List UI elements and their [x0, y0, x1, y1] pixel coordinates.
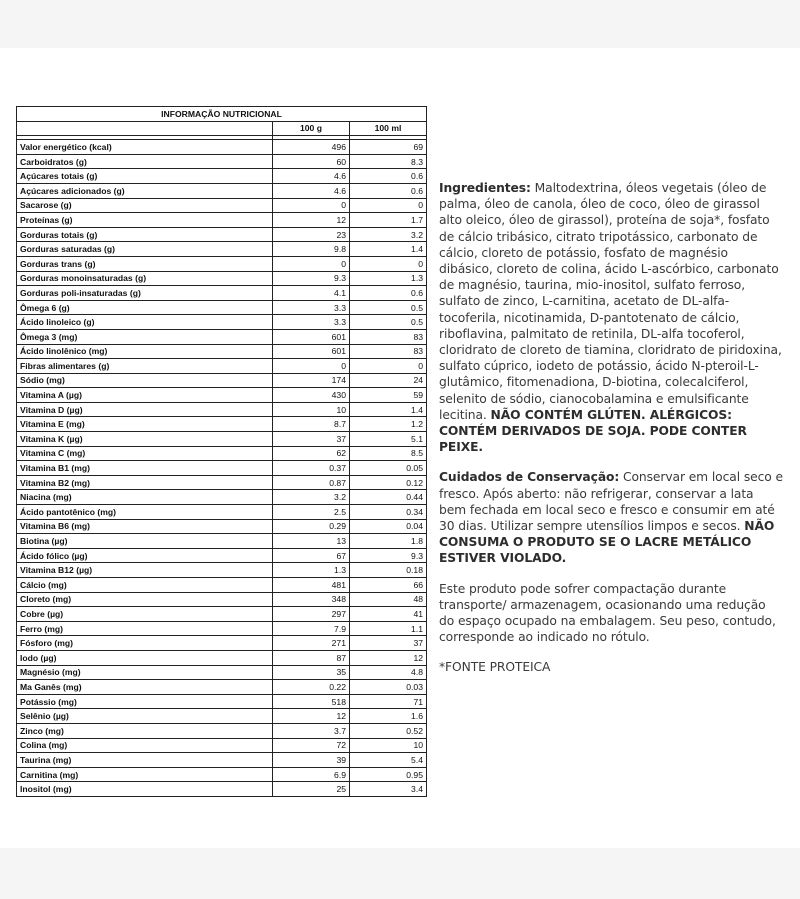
value-100g: 1.3	[273, 563, 350, 578]
header-100g: 100 g	[273, 121, 350, 136]
table-row	[17, 359, 427, 374]
value-100ml: 5.1	[350, 432, 427, 447]
allergen-warning: NÃO CONTÉM GLÚTEN. ALÉRGICOS: CONTÉM DERIVADOS DE SOJA. PODE CONTER PEIXE.	[439, 407, 747, 455]
nutrient-name: Biotina (µg)	[17, 534, 273, 549]
table-row	[17, 490, 427, 505]
nutrient-name: Potássio (mg)	[17, 694, 273, 709]
seal-warning: NÃO CONSUMA O PRODUTO SE O LACRE METÁLICO ESTIVER VIOLADO.	[439, 519, 775, 566]
nutrient-name: Vitamina B12 (µg)	[17, 563, 273, 578]
nutrient-name: Fibras alimentares (g)	[17, 359, 273, 374]
value-100ml: 37	[350, 636, 427, 651]
info-text-block	[439, 180, 784, 690]
value-100g: 12	[273, 709, 350, 724]
table-row	[17, 446, 427, 461]
table-row	[17, 621, 427, 636]
value-100g: 0	[273, 256, 350, 271]
nutrient-name: Cloreto (mg)	[17, 592, 273, 607]
value-100g: 37	[273, 432, 350, 447]
table-row	[17, 271, 427, 286]
value-100ml: 4.8	[350, 665, 427, 680]
table-row	[17, 140, 427, 155]
value-100g: 7.9	[273, 621, 350, 636]
table-row	[17, 534, 427, 549]
value-100ml: 3.2	[350, 227, 427, 242]
value-100ml: 83	[350, 344, 427, 359]
value-100ml: 0.6	[350, 183, 427, 198]
value-100ml: 12	[350, 650, 427, 665]
value-100g: 67	[273, 548, 350, 563]
value-100ml: 1.4	[350, 242, 427, 257]
value-100g: 0.37	[273, 461, 350, 476]
nutrient-name: Ácido linolênico (mg)	[17, 344, 273, 359]
nutrient-name: Vitamina B2 (mg)	[17, 475, 273, 490]
table-row	[17, 592, 427, 607]
value-100g: 3.7	[273, 723, 350, 738]
nutrient-name: Vitamina B6 (mg)	[17, 519, 273, 534]
nutrient-name: Cobre (µg)	[17, 607, 273, 622]
nutrient-name: Ácido linoleico (g)	[17, 315, 273, 330]
value-100g: 271	[273, 636, 350, 651]
nutrient-name: Gorduras saturadas (g)	[17, 242, 273, 257]
nutrient-name: Açúcares adicionados (g)	[17, 183, 273, 198]
value-100ml: 1.4	[350, 402, 427, 417]
value-100g: 3.3	[273, 300, 350, 315]
nutrient-name: Carboidratos (g)	[17, 154, 273, 169]
nutrient-name: Vitamina B1 (mg)	[17, 461, 273, 476]
value-100g: 3.2	[273, 490, 350, 505]
value-100ml: 1.3	[350, 271, 427, 286]
nutrient-name: Proteínas (g)	[17, 213, 273, 228]
value-100ml: 0.18	[350, 563, 427, 578]
value-100g: 348	[273, 592, 350, 607]
value-100ml: 8.3	[350, 154, 427, 169]
value-100g: 62	[273, 446, 350, 461]
value-100g: 25	[273, 782, 350, 797]
table-row	[17, 461, 427, 476]
table-row	[17, 286, 427, 301]
table-row	[17, 402, 427, 417]
value-100g: 496	[273, 140, 350, 155]
value-100ml: 0.03	[350, 680, 427, 695]
value-100g: 9.8	[273, 242, 350, 257]
nutrient-name: Ferro (mg)	[17, 621, 273, 636]
header-blank	[17, 121, 273, 136]
value-100ml: 0.95	[350, 767, 427, 782]
care-label: Cuidados de Conservação:	[439, 470, 620, 485]
table-row	[17, 723, 427, 738]
nutrition-rows	[17, 140, 427, 797]
value-100g: 297	[273, 607, 350, 622]
value-100ml: 0.5	[350, 315, 427, 330]
value-100g: 601	[273, 329, 350, 344]
value-100g: 430	[273, 388, 350, 403]
value-100ml: 10	[350, 738, 427, 753]
nutrient-name: Ômega 3 (mg)	[17, 329, 273, 344]
nutrient-name: Ma Ganês (mg)	[17, 680, 273, 695]
table-row	[17, 329, 427, 344]
table-row	[17, 607, 427, 622]
value-100g: 174	[273, 373, 350, 388]
table-row	[17, 563, 427, 578]
table-title-row	[17, 107, 427, 122]
nutrient-name: Vitamina C (mg)	[17, 446, 273, 461]
table-row	[17, 388, 427, 403]
table-row	[17, 519, 427, 534]
table-row	[17, 183, 427, 198]
nutrition-table	[16, 106, 427, 797]
table-row	[17, 373, 427, 388]
value-100ml: 0.6	[350, 286, 427, 301]
value-100g: 518	[273, 694, 350, 709]
value-100g: 0.87	[273, 475, 350, 490]
value-100ml: 0.34	[350, 505, 427, 520]
value-100g: 9.3	[273, 271, 350, 286]
nutrient-name: Fósforo (mg)	[17, 636, 273, 651]
value-100g: 23	[273, 227, 350, 242]
table-row	[17, 578, 427, 593]
value-100ml: 24	[350, 373, 427, 388]
nutrient-name: Vitamina A (µg)	[17, 388, 273, 403]
table-row	[17, 154, 427, 169]
value-100ml: 0	[350, 359, 427, 374]
value-100g: 13	[273, 534, 350, 549]
value-100ml: 0.12	[350, 475, 427, 490]
value-100g: 4.1	[273, 286, 350, 301]
nutrient-name: Niacina (mg)	[17, 490, 273, 505]
value-100g: 2.5	[273, 505, 350, 520]
nutrient-name: Açúcares totais (g)	[17, 169, 273, 184]
value-100g: 12	[273, 213, 350, 228]
table-row	[17, 213, 427, 228]
nutrient-name: Sacarose (g)	[17, 198, 273, 213]
value-100ml: 41	[350, 607, 427, 622]
nutrient-name: Ômega 6 (g)	[17, 300, 273, 315]
table-row	[17, 344, 427, 359]
value-100ml: 1.7	[350, 213, 427, 228]
value-100ml: 0	[350, 198, 427, 213]
nutrient-name: Vitamina K (µg)	[17, 432, 273, 447]
nutrient-name: Cálcio (mg)	[17, 578, 273, 593]
ingredients-paragraph	[439, 180, 784, 455]
protein-footnote: *FONTE PROTEICA	[439, 660, 551, 675]
table-row	[17, 782, 427, 797]
value-100g: 0	[273, 359, 350, 374]
value-100ml: 69	[350, 140, 427, 155]
table-header-row	[17, 121, 427, 136]
table-row	[17, 432, 427, 447]
table-row	[17, 753, 427, 768]
table-row	[17, 694, 427, 709]
nutrient-name: Valor energético (kcal)	[17, 140, 273, 155]
nutrient-name: Ácido pantotênico (mg)	[17, 505, 273, 520]
nutrient-name: Vitamina D (µg)	[17, 402, 273, 417]
value-100g: 87	[273, 650, 350, 665]
value-100g: 6.9	[273, 767, 350, 782]
table-row	[17, 256, 427, 271]
nutrient-name: Inositol (mg)	[17, 782, 273, 797]
value-100ml: 0.6	[350, 169, 427, 184]
table-row	[17, 242, 427, 257]
value-100g: 10	[273, 402, 350, 417]
value-100g: 4.6	[273, 169, 350, 184]
value-100ml: 1.2	[350, 417, 427, 432]
nutrient-name: Magnésio (mg)	[17, 665, 273, 680]
table-row	[17, 709, 427, 724]
compaction-note: Este produto pode sofrer compactação durante transporte/ armazenagem, ocasionando uma redução do espaço ocupado na embalagem. Seu peso, contudo, corresponde ao indicado no rótulo.	[439, 581, 776, 645]
value-100ml: 1.1	[350, 621, 427, 636]
value-100ml: 1.6	[350, 709, 427, 724]
value-100g: 3.3	[273, 315, 350, 330]
value-100ml: 5.4	[350, 753, 427, 768]
table-row	[17, 680, 427, 695]
value-100ml: 0.44	[350, 490, 427, 505]
value-100ml: 59	[350, 388, 427, 403]
value-100g: 481	[273, 578, 350, 593]
nutrient-name: Zinco (mg)	[17, 723, 273, 738]
care-text: Conservar em local seco e fresco. Após aberto: não refrigerar, conservar a lata bem fechada em local seco e fresco e consumir em até 30 dias. Utilizar sempre utensílios limpos e secos.	[439, 470, 783, 534]
table-row	[17, 300, 427, 315]
value-100ml: 0	[350, 256, 427, 271]
nutrient-name: Selênio (µg)	[17, 709, 273, 724]
value-100ml: 71	[350, 694, 427, 709]
nutrient-name: Gorduras monoinsaturadas (g)	[17, 271, 273, 286]
value-100ml: 0.05	[350, 461, 427, 476]
value-100ml: 0.5	[350, 300, 427, 315]
table-row	[17, 548, 427, 563]
nutrient-name: Ácido fólico (µg)	[17, 548, 273, 563]
table-row	[17, 665, 427, 680]
nutrient-name: Sódio (mg)	[17, 373, 273, 388]
value-100g: 72	[273, 738, 350, 753]
value-100g: 601	[273, 344, 350, 359]
value-100ml: 3.4	[350, 782, 427, 797]
nutrient-name: Gorduras poli-insaturadas (g)	[17, 286, 273, 301]
table-row	[17, 198, 427, 213]
table-row	[17, 169, 427, 184]
care-paragraph	[439, 469, 784, 566]
table-row	[17, 315, 427, 330]
nutrient-name: Iodo (µg)	[17, 650, 273, 665]
table-row	[17, 227, 427, 242]
value-100g: 35	[273, 665, 350, 680]
value-100g: 4.6	[273, 183, 350, 198]
nutrient-name: Carnitina (mg)	[17, 767, 273, 782]
table-row	[17, 636, 427, 651]
header-100ml: 100 ml	[350, 121, 427, 136]
value-100g: 0	[273, 198, 350, 213]
table-row	[17, 767, 427, 782]
table-row	[17, 475, 427, 490]
value-100g: 39	[273, 753, 350, 768]
value-100ml: 8.5	[350, 446, 427, 461]
value-100ml: 9.3	[350, 548, 427, 563]
value-100ml: 0.04	[350, 519, 427, 534]
table-row	[17, 505, 427, 520]
nutrient-name: Vitamina E (mg)	[17, 417, 273, 432]
nutrient-name: Colina (mg)	[17, 738, 273, 753]
table-title: INFORMAÇÃO NUTRICIONAL	[17, 107, 427, 122]
value-100g: 0.22	[273, 680, 350, 695]
value-100ml: 66	[350, 578, 427, 593]
nutrient-name: Taurina (mg)	[17, 753, 273, 768]
table-row	[17, 650, 427, 665]
table-row	[17, 738, 427, 753]
value-100ml: 48	[350, 592, 427, 607]
ingredients-text: Maltodextrina, óleos vegetais (óleo de palma, óleo de canola, óleo de coco, óleo de girassol alto oleico, óleo de girassol), proteína de soja*, fosfato de cálcio tribásico, citrato tripotássico, carbonato de cálcio, cloreto de potássio, fosfato de magnésio dibásico, cloreto de colina, ácido L-ascórbico, carbonato de magnésio, taurina, mio-inositol, sulfato ferroso, sulfato de zinco, L-carnitina, acetato de DL-alfa- tocoferila, nicotinamida, D-pantotenato de cálcio, riboflavina, palmitato de retinila, DL-alfa tocoferol, cloridrato de cloreto de tiamina, cloridrato de piridoxina, sulfato cúprico, iodeto de potássio, ácido N-pteroil-L-glutâmico, fitomenadiona, D-biotina, colecalciferol, selenito de sódio, cianocobalamina e emulsificante lecitina.	[439, 181, 782, 422]
nutrient-name: Gorduras trans (g)	[17, 256, 273, 271]
ingredients-label: Ingredientes:	[439, 181, 531, 195]
value-100ml: 83	[350, 329, 427, 344]
value-100ml: 1.8	[350, 534, 427, 549]
table-row	[17, 417, 427, 432]
value-100ml: 0.52	[350, 723, 427, 738]
value-100g: 60	[273, 154, 350, 169]
value-100g: 8.7	[273, 417, 350, 432]
nutrient-name: Gorduras totais (g)	[17, 227, 273, 242]
value-100g: 0.29	[273, 519, 350, 534]
